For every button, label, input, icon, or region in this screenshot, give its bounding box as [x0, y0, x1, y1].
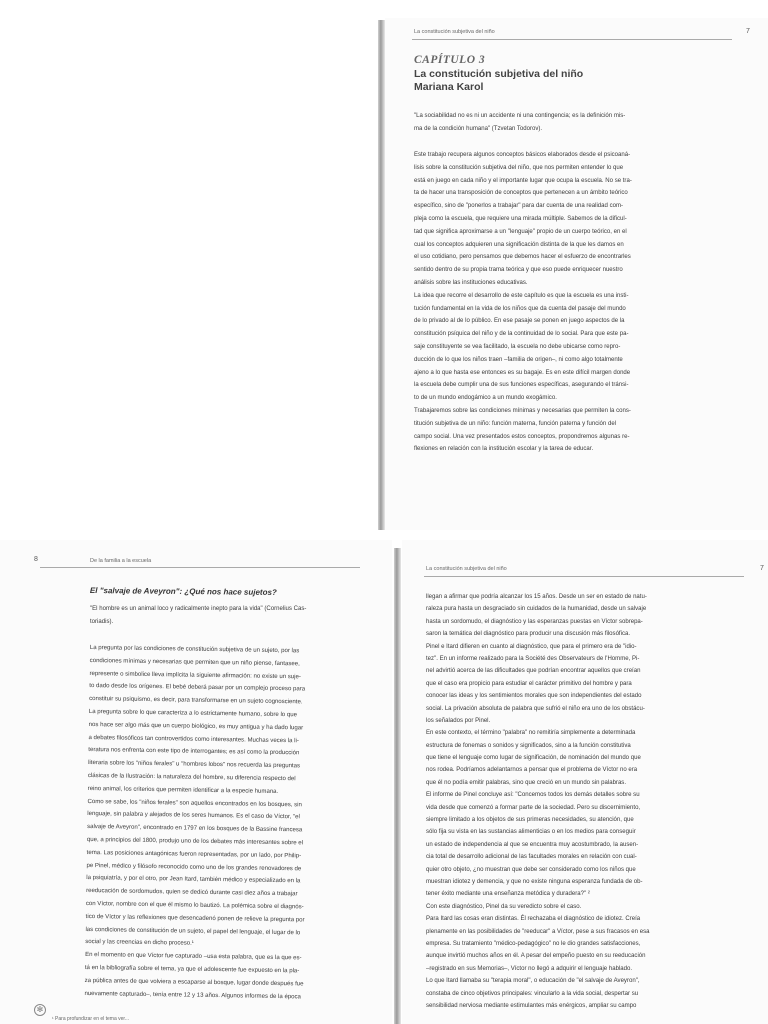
bottom-left-running-head: De la familia a la escuela [90, 558, 152, 564]
body-line: pleja como la escuela, que requiere una mirada múltiple. Sabemos de la dificul- [414, 215, 627, 222]
body-line: Lo que Itard llamaba su "terapia moral", o educación de "el salvaje de Aveyron", [426, 978, 640, 985]
body-line: to de un mundo endogámico a un mundo exogámico. [414, 395, 557, 402]
body-line: estructura de fonemas o sonidos y significados, sino a la función constitutiva [426, 742, 631, 749]
bottom-right-running-head: La constitución subjetiva del niño [426, 566, 507, 572]
bottom-right-folio: 7 [760, 565, 764, 572]
top-folio: 7 [746, 28, 750, 35]
body-line: sentido dentro de su propia trama teórica y que eso puede enriquecer nuestro [414, 267, 623, 274]
body-line: La pregunta sobre lo que caracteriza a lo estrictamente humano, sobre lo que [88, 708, 298, 719]
body-line: sólo fija su vista en las sustancias alimenticias o en los medios para conseguir [426, 829, 636, 836]
publisher-mark-icon: ✻ [34, 1004, 46, 1016]
body-line: ducción de lo que los niños traen –familia de origen–, ni como algo totalmente [414, 356, 623, 363]
body-line: La idea que recorre el desarrollo de este capítulo es que la escuela es una insti- [414, 292, 629, 299]
body-line: un estado de independencia al que se encuentra muy acostumbrado, la ausen- [426, 841, 639, 848]
body-line: salvaje de Aveyron", encontrado en 1797 en los bosques de la Bassine francesa [87, 824, 303, 834]
bottom-gutter-shadow [394, 548, 401, 1024]
body-line: hasta un sordomudo, el diagnóstico y las esperanzas puestas en Víctor sobrepa- [426, 618, 643, 625]
body-line: condiciones mínimas y necesarias que permiten que un niño piense, fantasee, [89, 657, 300, 668]
body-line: tema. Las posiciones antagónicas fueron representadas, por un lado, por Philip- [86, 849, 302, 860]
bottom-left-folio: 8 [34, 556, 38, 563]
body-line: constitución psíquica del niño y de la continuidad de lo social. Para que este pa- [414, 331, 629, 338]
body-line: siempre limitado a los objetos de sus primeras necesidades, su atención, que [426, 817, 634, 824]
body-line: constituir su psiquismo, es decir, para transformarse en un sujeto cognosciente. [89, 696, 303, 706]
body-line: ta de hacer una transposición de conceptos que pertenecen a un ámbito teórico [414, 190, 628, 197]
body-line: flexiones en relación con la institución escolar y la tarea de educar. [414, 446, 594, 453]
body-line: –registrado en sus Memorias–, Víctor no llegó a adquirir el lenguaje hablado. [426, 965, 633, 972]
body-line: cual los conceptos adquieren una significación distinta de la que les damos en [414, 241, 624, 248]
epigraph-line: "La sociabilidad no es ni un accidente ni una contingencia; es la definición mis- [414, 113, 626, 119]
body-line: titución subjetiva de un niño: función materna, función paterna y función del [414, 420, 617, 427]
footnote: ¹ Para profundizar en el tema ver... [52, 1016, 129, 1022]
body-line: la escuela debe cumplir una de sus funciones específicas, asegurando el tránsi- [414, 382, 629, 389]
body-line: empresa. Su tratamiento "médico-pedagógico" no le dio grandes satisfacciones, [426, 940, 641, 947]
body-line: za pública antes de que volviera a escaparse al bosque, lugar donde después fue [84, 977, 304, 988]
body-line: Con este diagnóstico, Pinel da su veredicto sobre el caso. [426, 903, 582, 910]
body-line: sensibilidad nerviosa mediante estimulantes más enérgicos, ampliar su campo [426, 1002, 637, 1009]
body-line: campo social. Una vez presentados estos conceptos, propondremos algunas re- [414, 433, 630, 440]
body-line: nos rodea. Podríamos adelantarnos a pensar que el problema de Víctor no era [426, 767, 638, 774]
body-line: que tiene el lenguaje como lugar de significación, de nominación del mundo que [426, 755, 641, 762]
body-line: ajeno a lo que hasta ese entonces es su bagaje. Es en este difícil margen donde [414, 369, 631, 376]
body-line: tez". En un informe realizado para la Société des Observateurs de l'Homme, Pi- [426, 655, 640, 662]
top-epigraph [414, 110, 625, 136]
top-running-rule [412, 39, 732, 40]
top-body [414, 149, 632, 456]
body-line: social. La privación absoluta de palabra que sufrió el niño era uno de los obstácu- [426, 705, 645, 712]
body-line: los señalados por Pinel. [426, 717, 491, 724]
body-line: Para Itard las cosas eran distintas. Él rechazaba el diagnóstico de idiotez. Creía [426, 916, 641, 923]
body-line: lisis sobre la constitución subjetiva del niño, que nos permiten entender lo que [414, 164, 624, 171]
body-line: saron la temática del diagnóstico para producir una discusión más filosófica. [426, 631, 631, 638]
body-line: constaba de cinco objetivos principales: vincularlo a la vida social, despertar su [426, 990, 639, 997]
body-line: conocer las ideas y los sentimientos morales que son independientes del estado [426, 693, 642, 700]
body-line: análisis sobre las instituciones educativas. [414, 279, 528, 286]
body-line: que él no podía emitir palabras, sino que creció en un mundo sin palabras. [426, 779, 627, 786]
body-line: nel advirtió acerca de las dificultades que podrían encontrar aquellos que creían [426, 668, 641, 675]
body-line: el uso cotidiano, pero pensamos que debemos hacer el esfuerzo de encontrarles [414, 254, 631, 261]
body-line: tener éxito mediante una enseñanza metódica y duradera?" ² [426, 891, 590, 898]
bottom-right-body [426, 591, 649, 1012]
body-line: La pregunta por las condiciones de constitución subjetiva de un sujeto, por las [89, 644, 300, 655]
epigraph-line: ma de la condición humana" (Tzvetan Todorov). [414, 125, 543, 132]
body-line: muestran idiotez y demencia, y que no existe ninguna esperanza fundada de ob- [426, 878, 643, 885]
body-line: reeducación de sordomudos, quien se dedicó durante casi diez años a trabajar [86, 888, 298, 898]
chapter-title: La constitución subjetiva del niño [414, 68, 584, 80]
body-line: específico, sino de "ponerlos a trabajar" para dar cuenta de una realidad com- [414, 203, 624, 210]
body-line: tico de Víctor y las reflexiones que desencadenó ponen de relieve la pregunta por [85, 913, 305, 924]
bottom-left-body [84, 642, 308, 1004]
body-line: aunque invirtió muchos años en él. A pesar del empeño puesto en su reeducación [426, 953, 646, 960]
body-line: tución fundamental en la vida de los niños que da cuenta del pasaje del mundo [414, 305, 626, 312]
epigraph-line: "El hombre es un animal loco y radicalmente inepto para la vida" (Cornelius Cas- [90, 606, 307, 612]
body-line: Pinel e Itard difieren en cuanto al diagnóstico, que para el primero era de "idio- [426, 643, 637, 650]
body-line: a debates filosóficos tan controvertidos como interesantes. Muchas veces la li- [88, 734, 299, 744]
body-line: tad que significa aproximarse a un "lenguaje" propio de un cuerpo teórico, en el [414, 228, 627, 235]
body-line: que el caso era propicio para estudiar el carácter primitivo del hombre y para [426, 680, 632, 687]
chapter-author: Mariana Karol [414, 81, 484, 93]
body-line: plenamente en las posibilidades de "reeducar" a Víctor, pese a sus fracasos en esa [426, 928, 650, 935]
body-line: Este trabajo recupera algunos conceptos básicos elaborados desde el psicoaná- [414, 152, 631, 158]
body-line: lenguaje, sin palabra y alejados de los seres humanos. Es el caso de Víctor, "el [87, 811, 300, 821]
body-line: de lo privado al de lo público. En ese pasaje se ponen en juego aspectos de la [414, 318, 625, 325]
body-line: cia total de desarrollo adicional de las facultades morales en relación con cual- [426, 854, 637, 861]
body-line: represente o simbolice lleva implícita la siguiente afirmación: no existe un suje- [89, 670, 301, 680]
body-line: nos hace ser algo más que un cuerpo biológico, es muy antigua y ha dado lugar [88, 721, 304, 732]
body-line: saje constituyente se vea facilitado, la escuela no debe ubicarse como repro- [414, 343, 621, 350]
bottom-right-running-rule [424, 576, 744, 577]
body-line: vida desde que comenzó a formar parte de la sociedad. Pero su discernimiento, [426, 804, 641, 811]
body-line: clásicas de la Ilustración: la naturaleza del hombre, su diferencia respecto del [87, 772, 296, 783]
body-line: nuevamente capturado–, tenía entre 12 y 13 años. Algunos informes de la época [84, 990, 301, 1000]
body-line: con Víctor, nombre con el que él mismo lo bautizó. La polémica sobre el diagnós- [85, 900, 304, 911]
epigraph-line: toriadis). [90, 618, 114, 625]
body-line: En este contexto, el término "palabra" no remitiría simplemente a determinada [426, 730, 636, 737]
body-line: que, a principios del 1800, produjo uno de los debates más interesantes sobre el [86, 836, 304, 847]
body-line: En el momento en que Víctor fue capturado –usa esta palabra, que es la que es- [85, 952, 302, 962]
body-line: to dado desde los orígenes. El bebé deberá pasar por un complejo proceso para [89, 683, 306, 693]
body-line: reino animal, los criterios que permiten identificar a la especie humana. [87, 785, 279, 795]
body-line: pe Pinel, médico y filósofo reconocido como uno de los grandes renovadores de [86, 862, 302, 872]
body-line: Como se sabe, los "niños ferales" son aquellos encontrados en los bosques, sin [87, 798, 302, 808]
body-line: literaria sobre los "niños ferales" u "hombres lobos" nos recuerda las preguntas [88, 760, 301, 770]
body-line: social y las creencias en dicho proceso.¹ [85, 939, 194, 947]
body-line: Trabajaremos sobre las condiciones mínimas y necesarias que permiten la cons- [414, 407, 631, 414]
body-line: quier otro objeto, ¿no muestran que debe ser considerado como los niños que [426, 866, 636, 873]
body-line: está en juego en cada niño y el importante lugar que ocupa la escuela. No se tra- [414, 177, 632, 184]
body-line: El informe de Pinel concluye así: "Concemos todos los demás detalles sobre su [426, 792, 640, 799]
body-line: teratura nos enfrenta con este tipo de interrogantes; es así como la producción [88, 747, 300, 757]
body-line: tá en la bibliografía sobre el tema, ya que el adolescente fue expuesto en la pla- [84, 964, 300, 975]
body-line: la psiquiatría, y por el otro, por Jean Itard, también médico y especializado en la [86, 875, 301, 885]
bottom-left-epigraph [90, 603, 306, 629]
body-line: raleza pura hasta un desgraciado sin cuidados de la humanidad, desde un salvaje [426, 606, 647, 613]
chapter-label: CAPÍTULO 3 [414, 54, 486, 66]
body-line: las condiciones de constitución de un sujeto, el papel del lenguaje, el lugar de lo [85, 926, 301, 936]
body-line: llegan a afirmar que podría alcanzar los 15 años. Desde un ser en estado de natu- [426, 594, 647, 600]
section-heading: El "salvaje de Aveyron": ¿Qué nos hace sujetos? [89, 586, 277, 597]
top-gutter-shadow [378, 20, 385, 530]
top-running-head: La constitución subjetiva del niño [414, 29, 495, 35]
bottom-left-running-rule [40, 567, 360, 568]
